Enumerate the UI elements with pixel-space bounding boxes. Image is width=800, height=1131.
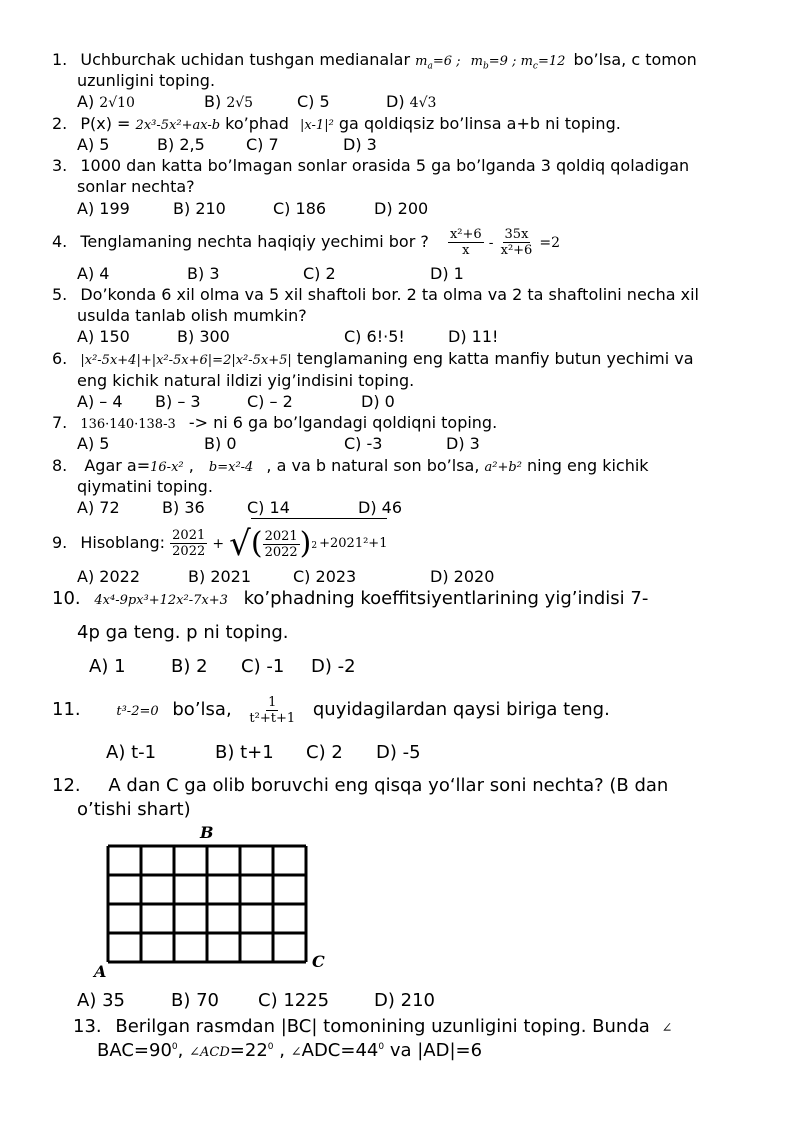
question-text: quyidagilardan qaysi biriga teng. — [312, 699, 610, 720]
operator: + — [212, 536, 225, 552]
option-label: A) — [77, 135, 95, 154]
fraction-numerator: x²+6 — [449, 227, 482, 242]
option-value: – 4 — [99, 392, 123, 411]
median-a — [415, 54, 465, 72]
question-text: Tenglamaning nechta haqiqiy yechimi bor ? — [80, 232, 429, 251]
option-value: 5 — [99, 434, 110, 453]
fraction-numerator: 2021 — [172, 528, 206, 543]
question-text: bo’lsa, — [172, 699, 232, 720]
median-value: =12 — [537, 54, 566, 69]
median-c — [520, 54, 570, 72]
option-label: A) — [77, 567, 95, 586]
option-a[interactable] — [77, 135, 109, 155]
median-subscript: c — [532, 61, 538, 72]
option-value: 1 — [114, 656, 126, 677]
option-d[interactable] — [430, 264, 464, 284]
option-value: 200 — [397, 199, 429, 218]
question-3 — [52, 156, 689, 176]
option-c[interactable] — [246, 135, 279, 155]
option-value: 210 — [400, 990, 435, 1011]
option-b[interactable] — [204, 92, 253, 113]
angle-bac: BAC=90 — [97, 1040, 172, 1061]
option-c[interactable] — [273, 199, 326, 219]
question-number: 11. — [52, 699, 81, 720]
tail-expression: +2021²+1 — [319, 536, 388, 551]
option-label: A) — [77, 92, 95, 111]
question-1 — [52, 50, 697, 72]
option-d[interactable] — [374, 989, 435, 1013]
degree-mark: 0 — [171, 1042, 178, 1052]
question-number: 1. — [52, 50, 68, 69]
question-text: Hisoblang: — [80, 533, 166, 552]
question-10 — [52, 587, 648, 613]
option-value: 0 — [226, 434, 237, 453]
question-number: 12. — [52, 775, 81, 796]
sum-expression: a²+b² — [484, 460, 522, 475]
option-value: 6!·5! — [366, 327, 405, 346]
condition: t³-2=0 — [116, 704, 159, 719]
option-value: 5 — [319, 92, 330, 111]
median-value: =9 ; — [488, 54, 517, 69]
question-12 — [52, 774, 668, 798]
angle-icon: ∠ — [189, 1045, 201, 1060]
option-label: D) — [448, 327, 467, 346]
option-value: 2√10 — [99, 95, 135, 111]
option-label: C) — [247, 392, 265, 411]
option-label: D) — [343, 135, 362, 154]
polynomial: 4x⁴-9px³+12x²-7x+3 — [94, 593, 228, 608]
option-value: 72 — [99, 498, 120, 517]
option-label: D) — [311, 656, 332, 677]
option-label: C) — [241, 656, 261, 677]
option-label: B) — [171, 990, 191, 1011]
option-a[interactable] — [77, 199, 130, 219]
option-label: C) — [344, 434, 362, 453]
question-text: Berilgan rasmdan |BC| tomonining uzunligini toping. Bunda — [115, 1016, 650, 1037]
option-label: C) — [306, 742, 326, 763]
option-c[interactable] — [344, 434, 382, 454]
fraction-denominator: 2022 — [172, 544, 206, 559]
option-b[interactable] — [187, 264, 220, 284]
equation-rhs: =2 — [539, 235, 561, 251]
option-value: 3 — [366, 135, 377, 154]
option-label: A) — [77, 199, 95, 218]
median-symbol: m — [470, 54, 483, 69]
option-b[interactable] — [157, 135, 205, 155]
option-label: D) — [358, 498, 377, 517]
option-label: B) — [204, 434, 222, 453]
question-text-cont: 4p ga teng. p ni toping. — [77, 622, 289, 643]
question-8 — [52, 456, 649, 478]
option-label: B) — [157, 135, 175, 154]
option-label: B) — [177, 327, 195, 346]
question-text-cont: uzunligini toping. — [77, 71, 216, 90]
degree-mark: 0 — [267, 1042, 274, 1052]
question-text-cont: o’tishi shart) — [77, 799, 191, 820]
exponent: 2 — [311, 541, 318, 551]
option-label: A) — [77, 498, 95, 517]
option-label: C) — [293, 567, 311, 586]
separator: , — [279, 1040, 285, 1061]
option-value: -3 — [366, 434, 383, 453]
radicand — [251, 518, 388, 569]
option-a[interactable] — [77, 498, 120, 518]
option-c[interactable] — [303, 264, 336, 284]
option-a[interactable] — [77, 434, 109, 454]
option-value: – 3 — [177, 392, 201, 411]
option-c[interactable] — [306, 741, 343, 765]
option-value: 2 — [196, 656, 208, 677]
separator: , — [177, 1040, 184, 1061]
grid-lattice — [92, 826, 332, 980]
option-label: D) — [386, 92, 405, 111]
option-value: 2 — [331, 742, 343, 763]
option-label: A) — [89, 656, 109, 677]
option-a[interactable] — [77, 264, 109, 284]
option-a[interactable] — [77, 92, 135, 113]
option-label: B) — [204, 92, 222, 111]
option-d[interactable] — [311, 655, 356, 679]
question-number: 6. — [52, 349, 68, 368]
option-value: 300 — [199, 327, 230, 346]
option-value: 11! — [471, 327, 499, 346]
option-value: 14 — [269, 498, 290, 517]
option-value: 210 — [195, 199, 226, 218]
option-a[interactable] — [106, 741, 156, 765]
option-b[interactable] — [215, 741, 274, 765]
option-value: 150 — [99, 327, 130, 346]
expression: 136·140·138-3 — [80, 417, 176, 432]
option-label: D) — [446, 434, 465, 453]
fraction-numerator: 1 — [268, 694, 277, 710]
fraction-1 — [448, 227, 484, 258]
option-value: 2,5 — [179, 135, 205, 154]
question-9 — [52, 518, 387, 564]
equation: |x²-5x+4|+|x²-5x+6|=2|x²-5x+5| — [80, 353, 292, 368]
angle-icon: ∠ — [661, 1021, 673, 1036]
question-7 — [52, 413, 497, 435]
fraction-denominator: 2022 — [264, 544, 298, 560]
option-label: B) — [173, 199, 191, 218]
option-a[interactable] — [77, 392, 123, 412]
option-a[interactable] — [89, 655, 126, 679]
question-text: Agar a= — [84, 456, 151, 475]
option-label: D) — [374, 990, 395, 1011]
question-text: -> ni 6 ga bo’lgandagi qoldiqni toping. — [188, 413, 498, 432]
right-paren-icon: ) — [299, 526, 312, 561]
option-b[interactable] — [173, 199, 226, 219]
option-b[interactable] — [171, 989, 219, 1013]
option-c[interactable] — [344, 327, 405, 347]
option-value: 4 — [99, 264, 110, 283]
option-c[interactable] — [241, 655, 284, 679]
fraction — [247, 695, 297, 726]
degree-mark: 0 — [378, 1042, 385, 1052]
option-value: 3 — [209, 264, 220, 283]
option-c[interactable] — [297, 92, 330, 112]
question-13 — [73, 1015, 672, 1041]
option-value: 1225 — [283, 990, 330, 1011]
question-text: , a va b natural son bo’lsa, — [266, 456, 480, 475]
question-text: ko’phad — [225, 114, 289, 133]
option-d[interactable] — [343, 135, 377, 155]
question-text: ko’phadning koeffitsiyentlarining yig’indisi 7- — [243, 588, 649, 609]
question-text: A dan C ga olib boruvchi eng qisqa yo‘llar soni nechta? (B dan — [108, 775, 669, 796]
option-value: 186 — [295, 199, 327, 218]
option-label: D) — [361, 392, 380, 411]
option-d[interactable] — [376, 741, 421, 765]
median-subscript: a — [427, 61, 433, 72]
option-label: D) — [430, 264, 449, 283]
question-text: 1000 dan katta bo’lmagan sonlar orasida 5 ga bo’lganda 3 qoldiq qoladigan — [80, 156, 690, 175]
question-text-cont: qiymatini toping. — [77, 477, 213, 496]
option-label: D) — [374, 199, 393, 218]
option-c[interactable] — [247, 392, 293, 412]
option-value: t+1 — [240, 742, 274, 763]
option-b[interactable] — [177, 327, 230, 347]
option-a[interactable] — [77, 989, 125, 1013]
option-label: D) — [376, 742, 397, 763]
question-text: bo’lsa, c tomon — [573, 50, 697, 69]
option-label: A) — [77, 264, 95, 283]
option-value: 46 — [381, 498, 403, 517]
question-11 — [52, 690, 610, 730]
option-b[interactable] — [171, 655, 208, 679]
median-subscript: b — [482, 61, 489, 72]
option-value: 2023 — [315, 567, 357, 586]
option-d[interactable] — [446, 434, 480, 454]
option-label: B) — [188, 567, 206, 586]
b-expression: b=x²-4 — [208, 460, 254, 475]
question-4 — [52, 222, 560, 262]
option-value: 36 — [184, 498, 205, 517]
option-label: A) — [77, 434, 95, 453]
option-label: B) — [171, 656, 191, 677]
angle-adc: ADC=44 — [301, 1040, 379, 1061]
option-label: A) — [77, 327, 95, 346]
fraction-numerator: 2021 — [264, 528, 298, 544]
left-paren-icon: ( — [250, 526, 263, 561]
option-b[interactable] — [162, 498, 205, 518]
angle-icon: ∠ — [290, 1045, 302, 1060]
option-label: C) — [246, 135, 264, 154]
option-label: B) — [187, 264, 205, 283]
option-label: C) — [344, 327, 362, 346]
median-symbol: m — [415, 54, 428, 69]
option-d[interactable] — [448, 327, 498, 347]
fraction — [170, 528, 207, 559]
question-number: 9. — [52, 533, 68, 552]
option-a[interactable] — [77, 567, 140, 587]
question-number: 5. — [52, 285, 68, 304]
question-number: 10. — [52, 588, 81, 609]
question-number: 2. — [52, 114, 68, 133]
radical-sign-icon: √ — [229, 523, 251, 564]
question-text: ga qoldiqsiz bo’linsa a+b ni toping. — [338, 114, 621, 133]
option-c[interactable] — [293, 567, 356, 587]
option-a[interactable] — [77, 327, 130, 347]
option-value: -2 — [337, 656, 356, 677]
point-a-label: A — [94, 962, 107, 981]
option-b[interactable] — [155, 392, 201, 412]
option-label: C) — [303, 264, 321, 283]
point-b-label: B — [200, 823, 214, 842]
grid-diagram — [92, 823, 332, 981]
question-number: 4. — [52, 232, 68, 251]
option-label: A) — [77, 392, 95, 411]
question-text-cont: sonlar nechta? — [77, 177, 195, 196]
option-label: B) — [162, 498, 180, 517]
fraction-numerator: 35x — [504, 227, 529, 242]
option-value: 2020 — [453, 567, 495, 586]
question-text-cont: eng kichik natural ildizi yig’indisini toping. — [77, 371, 415, 390]
option-label: A) — [77, 990, 97, 1011]
option-value: 0 — [384, 392, 395, 411]
question-number: 3. — [52, 156, 68, 175]
option-b[interactable] — [204, 434, 237, 454]
option-d[interactable] — [361, 392, 395, 412]
option-label: C) — [247, 498, 265, 517]
option-d[interactable] — [374, 199, 428, 219]
option-label: A) — [106, 742, 126, 763]
median-b — [470, 54, 521, 72]
divisor: |x-1|² — [300, 118, 334, 133]
operator: - — [488, 235, 494, 251]
fraction-2 — [499, 227, 535, 258]
polynomial: 2x³-5x²+ax-b — [135, 118, 221, 133]
option-value: 3 — [469, 434, 480, 453]
option-value: – 2 — [269, 392, 293, 411]
option-value: 199 — [99, 199, 130, 218]
median-symbol: m — [520, 54, 533, 69]
option-value: 2√5 — [226, 95, 254, 111]
option-value: 35 — [102, 990, 125, 1011]
option-value: 7 — [268, 135, 279, 154]
option-label: C) — [273, 199, 291, 218]
square-root — [229, 518, 387, 569]
median-value: =6 ; — [432, 54, 461, 69]
option-value: 2022 — [99, 567, 140, 586]
fraction-denominator: t²+t+1 — [249, 710, 296, 726]
angle-acd-value: =22 — [229, 1040, 268, 1061]
question-text: Uchburchak uchidan tushgan medianalar — [80, 50, 411, 69]
question-number: 13. — [73, 1016, 102, 1037]
a-expression: 16-x² — [150, 460, 184, 475]
option-label: C) — [297, 92, 315, 111]
option-d[interactable] — [430, 567, 494, 587]
option-label: B) — [155, 392, 173, 411]
option-value: 70 — [196, 990, 220, 1011]
option-c[interactable] — [247, 498, 290, 518]
option-value: -5 — [402, 742, 421, 763]
question-text: ning eng kichik — [527, 456, 649, 475]
inner-fraction — [263, 529, 300, 560]
question-number: 8. — [52, 456, 68, 475]
option-value: -1 — [266, 656, 285, 677]
point-c-label: C — [312, 952, 325, 971]
option-b[interactable] — [188, 567, 251, 587]
question-text: tenglamaning eng katta manfiy butun yechimi va — [296, 349, 694, 368]
option-value: t-1 — [131, 742, 157, 763]
option-value: 4√3 — [409, 95, 437, 111]
fraction-denominator: x²+6 — [500, 243, 533, 258]
question-6 — [52, 349, 694, 371]
option-value: 2021 — [210, 567, 252, 586]
fraction-denominator: x — [462, 243, 470, 258]
question-13-cont — [97, 1039, 482, 1065]
option-d[interactable] — [386, 92, 436, 113]
question-text: Do’konda 6 xil olma va 5 xil shaftoli bor. 2 ta olma va 2 ta shaftolini necha xil — [80, 285, 699, 304]
question-number: 7. — [52, 413, 68, 432]
option-value: 2 — [325, 264, 336, 283]
question-text: P(x) = — [80, 114, 131, 133]
angle-acd-name: ACD — [200, 1045, 230, 1060]
separator: , — [188, 456, 194, 475]
question-text: va |AD|=6 — [389, 1040, 483, 1061]
question-5 — [52, 285, 699, 305]
option-value: 5 — [99, 135, 110, 154]
question-text-cont: usulda tanlab olish mumkin? — [77, 306, 307, 325]
option-c[interactable] — [258, 989, 329, 1013]
option-label: D) — [430, 567, 449, 586]
question-2 — [52, 114, 621, 136]
option-value: 1 — [453, 264, 464, 283]
option-d[interactable] — [358, 498, 402, 518]
option-label: C) — [258, 990, 278, 1011]
option-label: B) — [215, 742, 235, 763]
